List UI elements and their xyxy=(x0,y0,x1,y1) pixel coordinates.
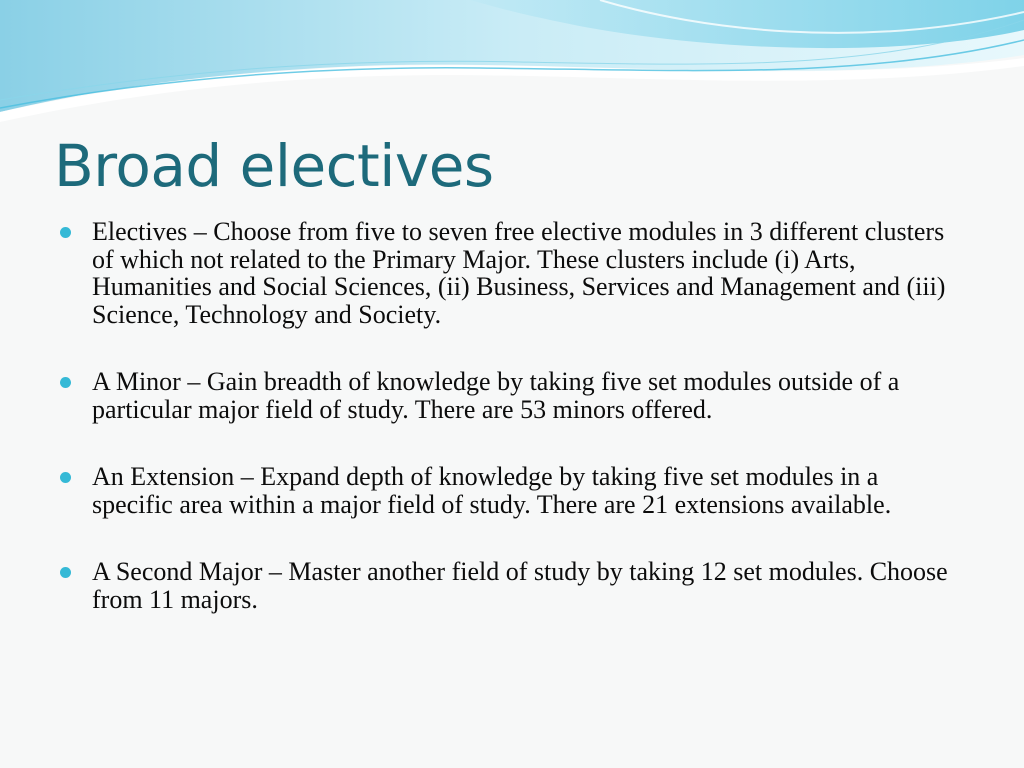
bullet-dot-icon xyxy=(60,567,71,578)
bullet-extension xyxy=(60,463,960,518)
wave-header-decoration xyxy=(0,0,1024,130)
bullet-electives xyxy=(60,218,960,328)
bullet-text: Electives – Choose from five to seven free elective modules in 3 different clusters of which not related to the Primary Major. These clusters include (i) Arts, Humanities and Social Sciences, (ii) Business, Services and Management and (iii) Science, Technology and Society. xyxy=(92,217,946,329)
bullet-text: A Minor – Gain breadth of knowledge by taking five set modules outside of a particular major field of study. There are 53 minors offered. xyxy=(92,367,900,424)
bullet-second-major xyxy=(60,558,960,613)
bullet-dot-icon xyxy=(60,227,71,238)
bullet-list xyxy=(60,218,960,613)
bullet-dot-icon xyxy=(60,377,71,388)
bullet-text: An Extension – Expand depth of knowledge by taking five set modules in a specific area within a major field of study. There are 21 extensions available. xyxy=(92,462,892,519)
bullet-minor xyxy=(60,368,960,423)
slide-title: Broad electives xyxy=(54,132,494,200)
bullet-text: A Second Major – Master another field of study by taking 12 set modules. Choose from 11 majors. xyxy=(92,557,948,614)
bullet-dot-icon xyxy=(60,472,71,483)
